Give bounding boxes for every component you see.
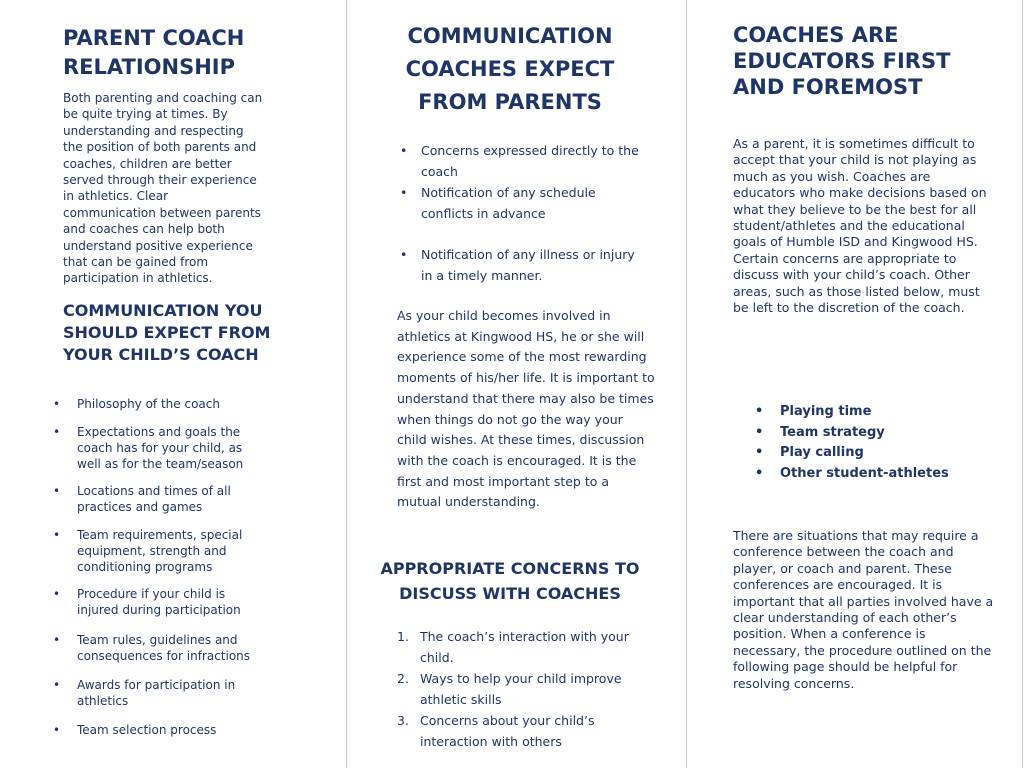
list-item: • Play calling <box>755 443 975 464</box>
intro-paragraph: Both parenting and coaching can be quite trying at times. By understanding and respecting the position of both parents and coaches, children are better served through their experience in athletics. Clear communication between parents and coaches can help both understand positive experience that can be gained from participation in athletics. <box>63 91 263 286</box>
parent-communication-list <box>400 140 650 286</box>
list-item: • Awards for participation in athletics <box>53 677 253 709</box>
list-item-text: The coach’s interaction with your child. <box>420 629 629 665</box>
coach-communication-list <box>53 396 253 738</box>
list-item: • Team rules, guidelines and consequences for infractions <box>53 632 253 664</box>
page-edge-right <box>1022 0 1023 768</box>
list-item: • Notification of any illness or injury in a timely manner. <box>400 244 650 286</box>
list-item <box>397 626 655 668</box>
list-item <box>397 710 655 752</box>
heading-parent-coach-relationship: PARENT COACH RELATIONSHIP <box>63 26 245 79</box>
list-item: • Locations and times of all practices and games <box>53 483 253 515</box>
column-divider-left <box>346 0 347 768</box>
list-item: • Team strategy <box>755 423 975 444</box>
conference-paragraph: There are situations that may require a conference between the coach and player, or coach and parent. These conferences are encouraged. It is important that all parties involved have a clear understanding of each other’s position. When a conference is necessary, the procedure outlined on the following page should be helpful for resolving concerns. <box>733 528 994 691</box>
list-item: • Other student-athletes <box>755 464 975 485</box>
column-divider-right <box>686 0 687 768</box>
list-item: • Concerns expressed directly to the coach <box>400 140 650 182</box>
appropriate-concerns-list <box>397 626 655 752</box>
list-item <box>397 668 655 710</box>
educators-paragraph: As a parent, it is sometimes difficult to accept that your child is not playing as much as you wish. Coaches are educators who make decisions based on what they believe to be the best for all student/athletes and the educational goals of Humble ISD and Kingwood HS. Certain concerns are appropriate to discuss with your child’s coach. Other areas, such as those listed below, must be left to the discretion of the coach. <box>733 136 987 316</box>
list-item: • Expectations and goals the coach has for your child, as well as for the team/season <box>53 424 253 472</box>
heading-communication-from-coach: COMMUNICATION YOU SHOULD EXPECT FROM YOUR CHILD’S COACH <box>63 301 271 364</box>
list-number: 1. <box>397 629 409 644</box>
list-number: 3. <box>397 713 409 728</box>
list-number: 2. <box>397 671 409 686</box>
heading-communication-coaches-expect: COMMUNICATION COACHES EXPECT FROM PARENTS <box>405 24 615 114</box>
list-item: • Notification of any schedule conflicts in advance <box>400 182 650 224</box>
list-item: • Philosophy of the coach <box>53 396 253 412</box>
list-item: • Team selection process <box>53 722 253 738</box>
list-item: • Team requirements, special equipment, strength and conditioning programs <box>53 527 253 575</box>
involvement-paragraph: As your child becomes involved in athletics at Kingwood HS, he or she will experience some of the most rewarding moments of his/her life. It is important to understand that there may also be times when things do not go the way your child wishes. At these times, discussion with the coach is encouraged. It is the first and most important step to a mutual understanding. <box>397 308 655 510</box>
heading-appropriate-concerns: APPROPRIATE CONCERNS TO DISCUSS WITH COACHES <box>380 559 640 603</box>
heading-coaches-are-educators: COACHES ARE EDUCATORS FIRST AND FOREMOST <box>733 23 951 99</box>
list-item: • Playing time <box>755 402 975 423</box>
coach-discretion-list <box>755 402 975 485</box>
list-item-text: Concerns about your child’s interaction with others <box>420 713 595 749</box>
list-item: • Procedure if your child is injured during participation <box>53 586 253 618</box>
list-item-text: Ways to help your child improve athletic skills <box>420 671 622 707</box>
